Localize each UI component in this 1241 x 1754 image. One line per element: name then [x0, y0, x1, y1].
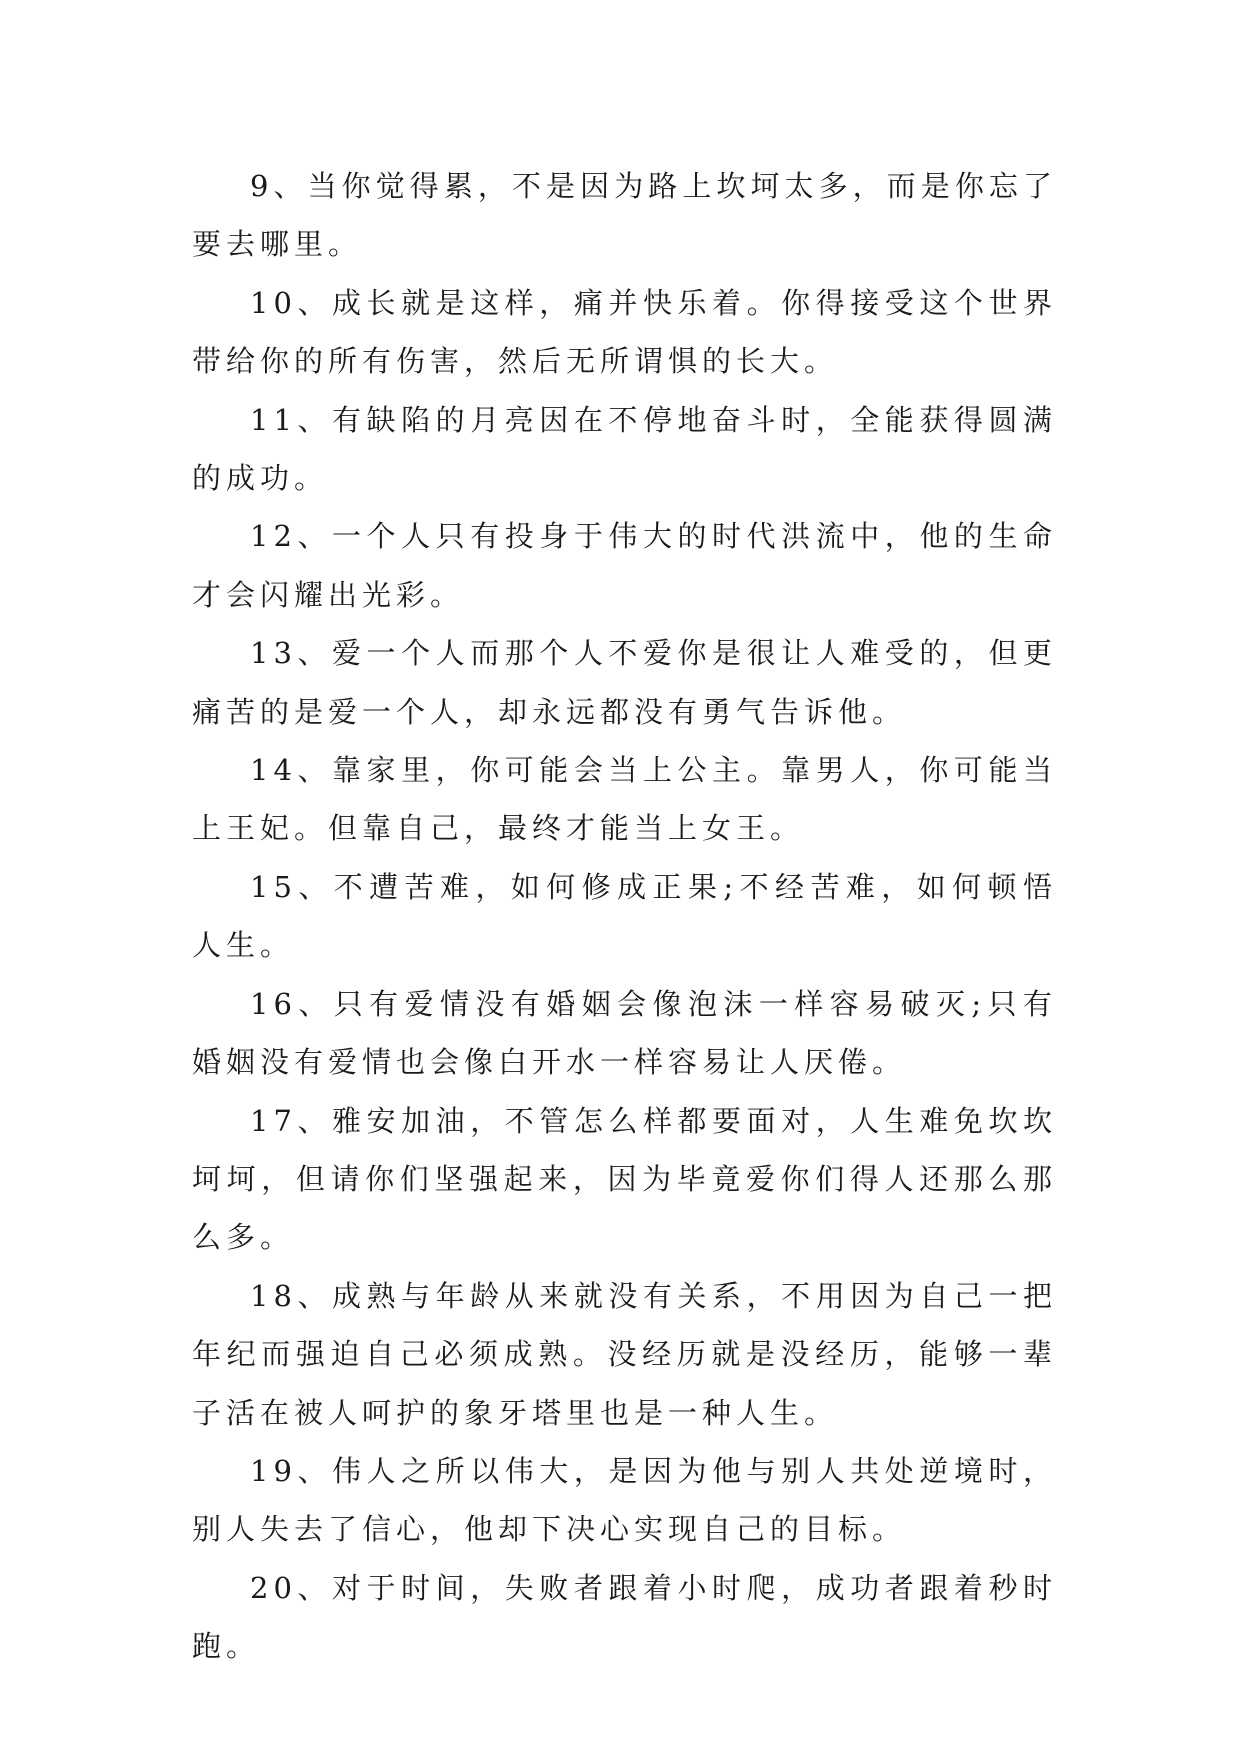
quote-paragraph-10: 10、成长就是这样，痛并快乐着。你得接受这个世界带给你的所有伤害，然后无所谓惧的长大。: [192, 285, 1057, 379]
quote-paragraph-16: 16、只有爱情没有婚姻会像泡沫一样容易破灭;只有婚姻没有爱情也会像白开水一样容易让人厌倦。: [192, 986, 1057, 1080]
quote-paragraph-9: 9、当你觉得累，不是因为路上坎坷太多，而是你忘了要去哪里。: [192, 169, 1057, 262]
quote-paragraph-12: 12、一个人只有投身于伟大的时代洪流中，他的生命才会闪耀出光彩。: [192, 519, 1057, 612]
quote-paragraph-13: 13、爱一个人而那个人不爱你是很让人难受的，但更痛苦的是爱一个人，却永远都没有勇气告诉他。: [192, 636, 1057, 729]
quote-paragraph-17: 17、雅安加油，不管怎么样都要面对，人生难免坎坎坷坷，但请你们坚强起来，因为毕竟爱你们得人还那么那么多。: [192, 1103, 1057, 1255]
quote-paragraph-11: 11、有缺陷的月亮因在不停地奋斗时，全能获得圆满的成功。: [192, 402, 1057, 496]
document-body: [192, 157, 1057, 1676]
quote-paragraph-14: 14、靠家里，你可能会当上公主。靠男人，你可能当上王妃。但靠自己，最终才能当上女王。: [192, 753, 1057, 846]
quote-paragraph-19: 19、伟人之所以伟大，是因为他与别人共处逆境时，别人失去了信心，他却下决心实现自己的目标。: [192, 1453, 1057, 1547]
quote-paragraph-15: 15、不遭苦难，如何修成正果;不经苦难，如何顿悟人生。: [192, 869, 1057, 963]
quote-paragraph-18: 18、成熟与年龄从来就没有关系，不用因为自己一把年纪而强迫自己必须成熟。没经历就是没经历，能够一辈子活在被人呵护的象牙塔里也是一种人生。: [192, 1278, 1057, 1430]
quote-paragraph-20: 20、对于时间，失败者跟着小时爬，成功者跟着秒时跑。: [192, 1570, 1057, 1664]
